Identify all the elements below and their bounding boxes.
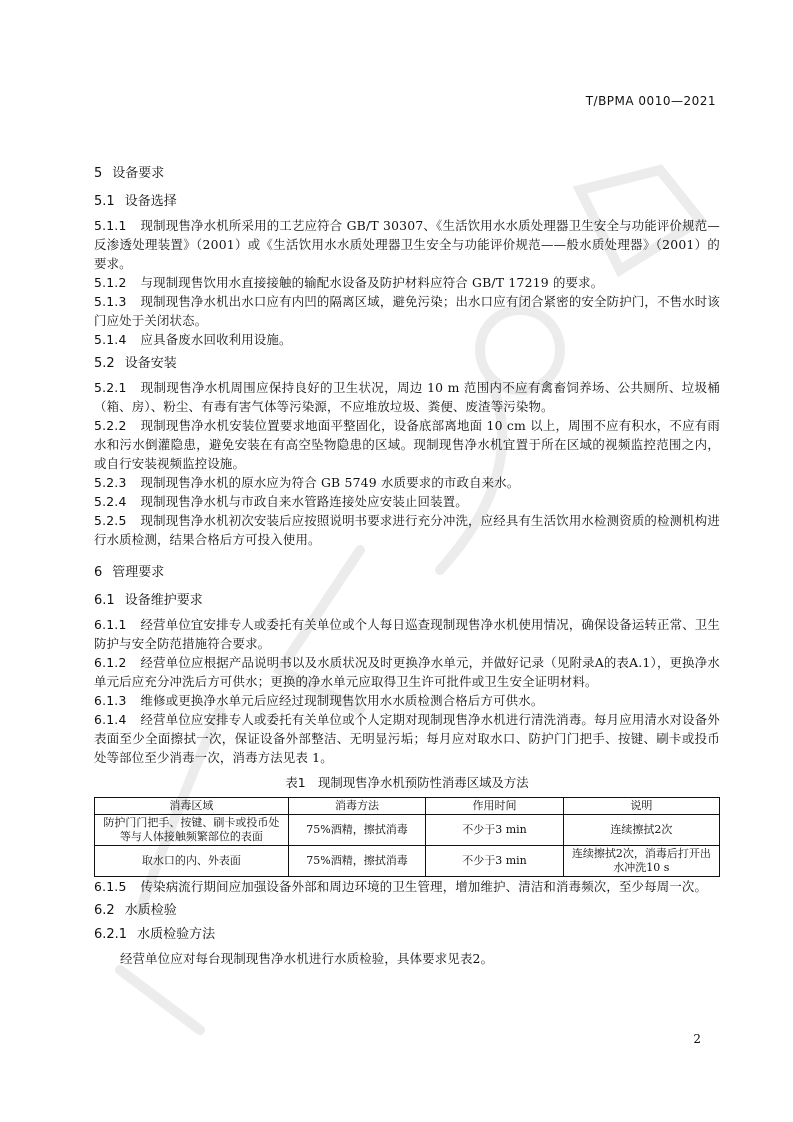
clause-text: 传染病流行期间应加强设备外部和周边环境的卫生管理，增加维护、清洁和消毒频次，至少每周一次。 <box>140 879 708 894</box>
table-header-cell: 说明 <box>563 798 719 815</box>
table-cell: 防护门门把手、按键、刷卡或投币处等与人体接触频繁部位的表面 <box>95 815 289 846</box>
section-number: 5.1 <box>94 194 115 209</box>
clause-number: 5.1.1 <box>94 218 127 233</box>
section-number: 6.2.1 <box>94 927 128 942</box>
clause-6-1-4 <box>94 710 720 767</box>
clause-5-2-5 <box>94 511 720 549</box>
section-title: 设备维护要求 <box>124 593 203 608</box>
clause-5-2-1 <box>94 378 720 416</box>
section-5-heading <box>94 164 720 184</box>
clause-text: 现制现售净水机初次安装后应按照说明书要求进行充分冲洗，应经具有生活饮用水检测资质的检测机构进行水质检测，结果合格后方可投入使用。 <box>94 513 720 547</box>
clause-number: 6.1.1 <box>94 617 127 632</box>
section-6-2-1-heading <box>94 925 720 945</box>
clause-text: 现制现售净水机与市政自来水管路连接处应安装止回装置。 <box>140 494 468 509</box>
clause-number: 6.1.5 <box>94 879 127 894</box>
clause-text: 现制现售净水机安装位置要求地面平整固化，设备底部离地面 10 cm 以上，周围不应有积水，不应有雨水和污水倒灌隐患，避免安装在有高空坠物隐患的区域。现制现售净水机宜置于所在区域的视频监控范围之内，或自行安装视频监控设施。 <box>94 418 720 471</box>
clause-text: 现制现售净水机出水口应有内凹的隔离区域，避免污染；出水口应有闭合紧密的安全防护门，不售水时该门应处于关闭状态。 <box>94 294 720 328</box>
clause-5-2-4 <box>94 492 720 511</box>
section-title: 水质检验方法 <box>137 927 216 942</box>
table-header-cell: 作用时间 <box>426 798 564 815</box>
table-row <box>95 846 720 877</box>
clause-number: 5.2.1 <box>94 380 127 395</box>
section-number: 6.1 <box>94 593 115 608</box>
clause-text: 与现制现售饮用水直接接触的输配水设备及防护材料应符合 GB/T 17219 的要求。 <box>140 275 604 290</box>
clause-5-2-3 <box>94 473 720 492</box>
section-title: 设备选择 <box>124 194 177 209</box>
section-title: 设备安装 <box>124 356 177 371</box>
page-number: 2 <box>693 1032 701 1046</box>
clause-text: 经营单位应安排专人或委托有关单位或个人定期对现制现售净水机进行清洗消毒。每月应用清水对设备外表面至少全面擦拭一次，保证设备外部整洁、无明显污垢；每月应对取水口、防护门门把手、按键、刷卡或投币处等部位至少消毒一次，消毒方法见表 1。 <box>94 712 720 765</box>
disinfection-table <box>94 797 720 877</box>
table-header-cell: 消毒方法 <box>288 798 426 815</box>
section-number: 6 <box>94 565 103 580</box>
table-cell: 取水口的内、外表面 <box>95 846 289 877</box>
table-1-caption: 表1 现制现售净水机预防性消毒区域及方法 <box>285 775 529 790</box>
standard-code: T/BPMA 0010—2021 <box>585 94 716 108</box>
clause-number: 5.1.2 <box>94 275 127 290</box>
table-cell: 连续擦拭2次 <box>563 815 719 846</box>
clause-6-1-3 <box>94 691 720 710</box>
table-header-cell: 消毒区域 <box>95 798 289 815</box>
clause-text: 现制现售净水机所采用的工艺应符合 GB/T 30307、《生活饮用水水质处理器卫生安全与功能评价规范—反渗透处理装置》（2001）或《生活饮用水水质处理器卫生安全与功能评价规范——般水质处理器》（2001）的要求。 <box>94 218 720 271</box>
table-row <box>95 815 720 846</box>
clause-6-1-1 <box>94 615 720 653</box>
clause-6-1-5 <box>94 877 720 896</box>
section-6-1-heading <box>94 591 720 611</box>
clause-text: 经营单位应根据产品说明书以及水质状况及时更换净水单元，并做好记录（见附录A的表A.1），更换净水单元后应充分冲洗后方可供水；更换的净水单元应取得卫生许可批件或卫生安全证明材料。 <box>94 655 720 689</box>
clause-5-2-2 <box>94 416 720 473</box>
clause-number: 6.1.4 <box>94 712 127 727</box>
table-cell: 不少于3 min <box>426 846 564 877</box>
section-number: 5.2 <box>94 356 115 371</box>
clause-number: 5.2.5 <box>94 513 127 528</box>
clause-number: 5.1.3 <box>94 294 127 309</box>
section-title: 管理要求 <box>112 565 165 580</box>
section-number: 5 <box>94 166 103 181</box>
clause-number: 6.1.3 <box>94 693 127 708</box>
clause-5-1-1 <box>94 216 720 273</box>
section-6-heading <box>94 563 720 583</box>
table-cell: 75%酒精，擦拭消毒 <box>288 815 426 846</box>
clause-text: 维修或更换净水单元后应经过现制现售饮用水水质检测合格后方可供水。 <box>140 693 544 708</box>
clause-number: 5.1.4 <box>94 332 127 347</box>
section-title: 水质检验 <box>124 903 177 918</box>
clause-5-1-3 <box>94 292 720 330</box>
section-title: 设备要求 <box>112 166 165 181</box>
document-body <box>94 150 720 968</box>
clause-text: 经营单位宜安排专人或委托有关单位或个人每日巡查现制现售净水机使用情况，确保设备运转正常、卫生防护与安全防范措施符合要求。 <box>94 617 720 651</box>
clause-number: 5.2.4 <box>94 494 127 509</box>
clause-text: 应具备废水回收利用设施。 <box>140 332 292 347</box>
clause-6-2-1-body: 经营单位应对每台现制现售净水机进行水质检验，具体要求见表2。 <box>120 951 494 966</box>
table-cell: 75%酒精，擦拭消毒 <box>288 846 426 877</box>
clause-text: 现制现售净水机的原水应为符合 GB 5749 水质要求的市政自来水。 <box>140 475 520 490</box>
section-5-2-heading <box>94 354 720 374</box>
clause-text: 现制现售净水机周围应保持良好的卫生状况，周边 10 m 范围内不应有禽畜饲养场、公共厕所、垃圾桶（箱、房）、粉尘、有毒有害气体等污染源，不应堆放垃圾、粪便、废渣等污染物。 <box>94 380 720 414</box>
section-6-2-heading <box>94 901 720 921</box>
clause-5-1-2 <box>94 273 720 292</box>
clause-number: 5.2.2 <box>94 418 127 433</box>
table-header-row <box>95 798 720 815</box>
clause-5-1-4 <box>94 330 720 349</box>
table-cell: 不少于3 min <box>426 815 564 846</box>
clause-6-1-2 <box>94 653 720 691</box>
table-cell: 连续擦拭2次，消毒后打开出水冲洗10 s <box>563 846 719 877</box>
section-5-1-heading <box>94 192 720 212</box>
clause-number: 5.2.3 <box>94 475 127 490</box>
clause-number: 6.1.2 <box>94 655 127 670</box>
section-number: 6.2 <box>94 903 115 918</box>
